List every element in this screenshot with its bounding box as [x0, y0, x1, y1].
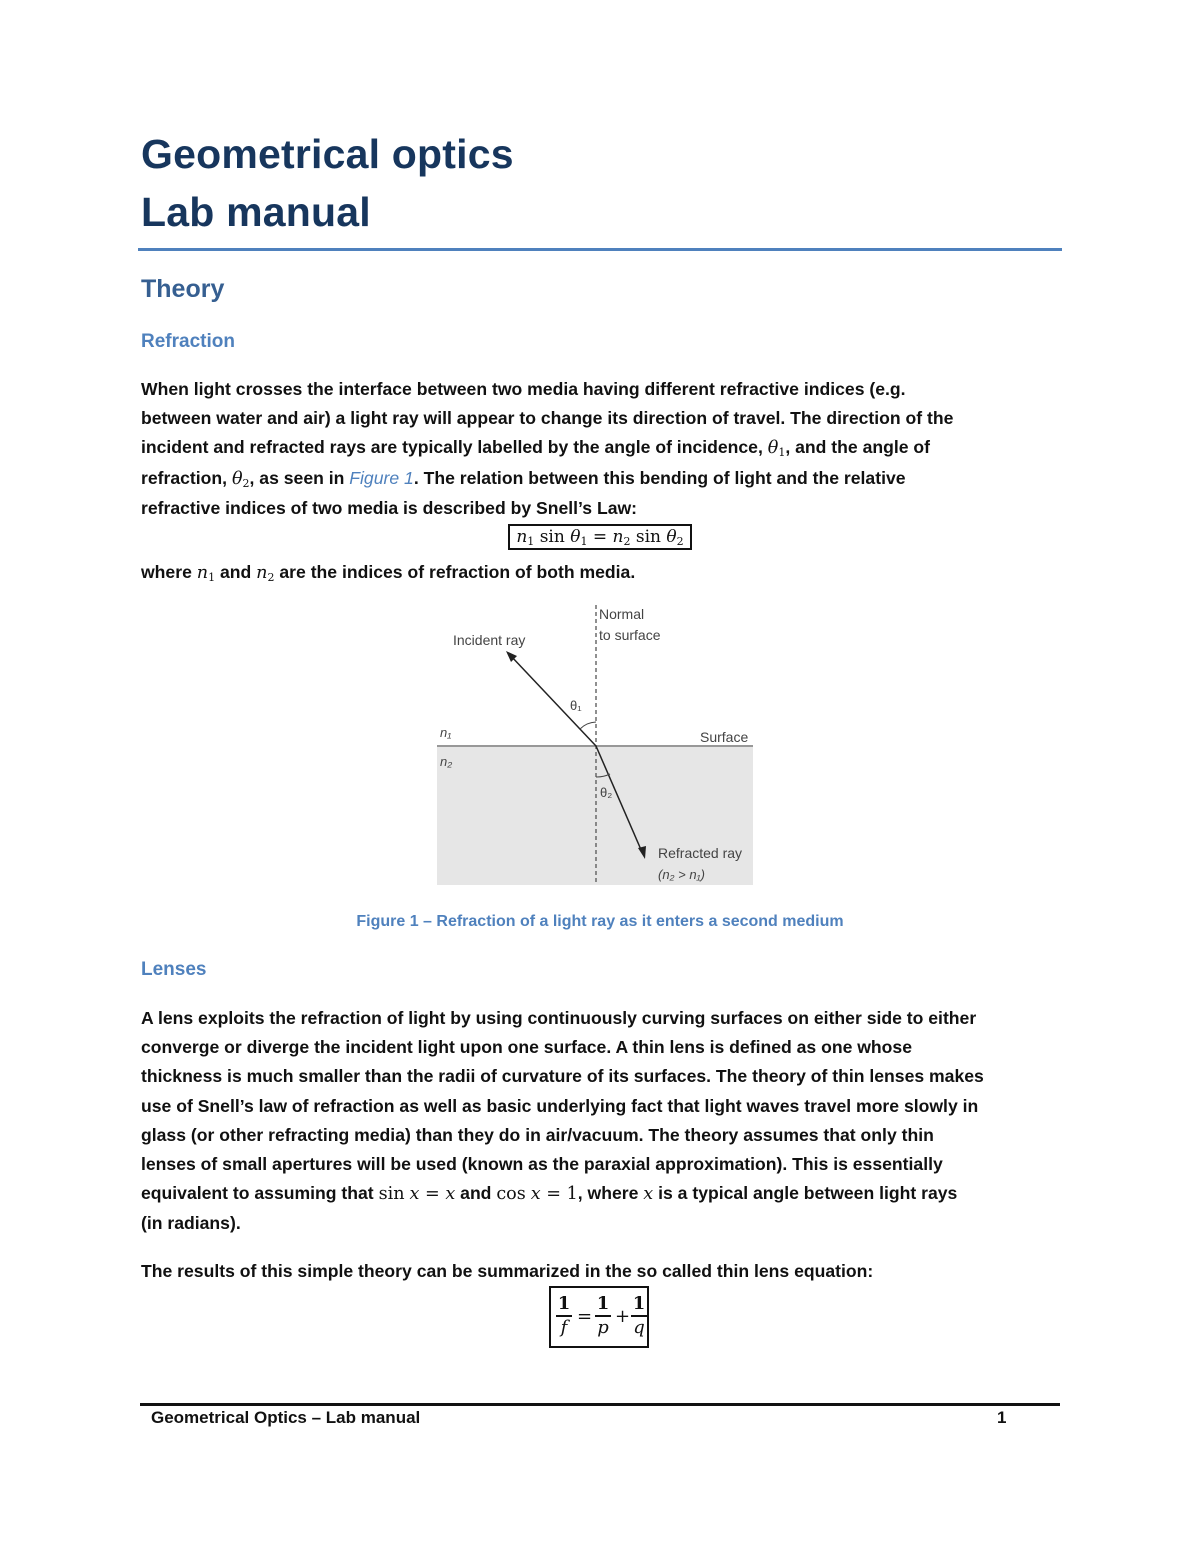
fraction-1-over-f	[556, 1293, 572, 1339]
paragraph-line: use of Snell’s law of refraction as well as basic underlying fact that light waves travel more slowly in	[141, 1095, 979, 1116]
subscript: 2	[267, 571, 275, 584]
equals-one: = 1	[540, 1184, 578, 1205]
paragraph-line: glass (or other refracting media) than they do in air/vacuum. The theory assumes that only thin	[141, 1124, 934, 1145]
surface-label: Surface	[700, 729, 749, 745]
incident-ray-label: Incident ray	[453, 632, 526, 648]
section-heading-theory: Theory	[141, 275, 225, 303]
subscript: 1	[527, 535, 535, 548]
refracted-ray-label: Refracted ray	[658, 845, 743, 861]
text-run: refraction,	[141, 467, 232, 488]
theta1-label: θ₁	[570, 698, 582, 713]
paragraph-line	[141, 433, 1071, 463]
refracted-condition-label: (n₂ > n₁)	[658, 867, 705, 882]
results-paragraph	[141, 1257, 1071, 1286]
denominator: f	[560, 1317, 568, 1338]
footer-divider	[140, 1403, 1060, 1406]
second-medium-region	[437, 747, 753, 885]
refraction-figure	[430, 600, 760, 890]
text-run: where	[141, 562, 197, 582]
eq-operator: sin	[539, 527, 565, 547]
paragraph-line: lenses of small apertures will be used (known as the paraxial approximation). This is essentially	[141, 1154, 943, 1175]
paragraph-line	[141, 464, 1071, 494]
numerator: 1	[596, 1293, 610, 1314]
paragraph-line: The results of this simple theory can be summarized in the so called thin lens equation:	[141, 1261, 874, 1281]
text-run: are the indices of refraction of both media.	[274, 562, 636, 582]
page-number: 1	[997, 1408, 1007, 1427]
text-run: . The relation between this bending of light and the relative	[413, 467, 906, 488]
n2-label: n₂	[440, 754, 453, 769]
document-title-line1: Geometrical optics	[141, 131, 514, 177]
subscript: 1	[580, 535, 588, 548]
paragraph-line: refractive indices of two media is described by Snell’s Law:	[141, 497, 638, 518]
footer-title: Geometrical Optics – Lab manual	[151, 1408, 421, 1427]
incident-ray	[510, 655, 596, 746]
paragraph-line: between water and air) a light ray will appear to change its direction of travel. The direction of the	[141, 408, 954, 429]
subscript: 2	[676, 535, 684, 548]
denominator: p	[597, 1317, 609, 1338]
equals-operator: =	[577, 1306, 593, 1327]
plus-operator: +	[615, 1306, 631, 1327]
text-run: equivalent to assuming that	[141, 1183, 379, 1204]
text-run: incident and refracted rays are typically labelled by the angle of incidence,	[141, 437, 768, 458]
theta-symbol: θ	[767, 438, 779, 459]
figure-1-link[interactable]: Figure 1	[349, 467, 414, 488]
subscript: 2	[623, 535, 631, 548]
x-symbol: x	[445, 1184, 456, 1205]
text-run: , where	[577, 1183, 644, 1204]
theta2-label: θ₂	[600, 785, 613, 800]
normal-label-line2: to surface	[599, 627, 661, 643]
fraction-1-over-q	[631, 1293, 647, 1339]
subscript: 2	[242, 476, 250, 490]
thin-lens-equation	[549, 1286, 649, 1348]
eq-operator: sin	[635, 527, 662, 547]
text-run: and	[455, 1183, 497, 1204]
text-run: , and the angle of	[785, 437, 931, 458]
paragraph-line: thickness is much smaller than the radii of curvature of its surfaces. The theory of thin lenses makes	[141, 1066, 984, 1087]
cos-operator: cos	[496, 1184, 526, 1205]
subsection-heading-refraction: Refraction	[141, 331, 235, 352]
where-line	[141, 558, 1071, 588]
snell-equation	[508, 524, 691, 550]
normal-label-line1: Normal	[599, 606, 645, 622]
paragraph-line: converge or diverge the incident light upon one surface. A thin lens is defined as one whose	[141, 1037, 912, 1058]
denominator: q	[633, 1317, 645, 1338]
document-title-line2: Lab manual	[141, 189, 371, 235]
snell-equation-row	[0, 527, 1200, 547]
subsection-heading-lenses: Lenses	[141, 959, 207, 980]
sin-operator: sin	[378, 1184, 405, 1205]
n1-label: n₁	[440, 725, 452, 740]
paragraph-line	[141, 1179, 1071, 1209]
eq-symbol: θ	[666, 527, 677, 547]
eq-symbol: n	[612, 527, 624, 547]
text-run: , as seen in	[249, 467, 350, 488]
n-symbol: n	[196, 563, 209, 583]
x-symbol: x	[409, 1184, 420, 1205]
eq-symbol: n	[516, 527, 528, 547]
figure-caption: Figure 1 – Refraction of a light ray as it enters a second medium	[356, 913, 844, 930]
theta1-arc	[580, 722, 596, 729]
paragraph-line: When light crosses the interface between two media having different refractive indices (e.g.	[141, 379, 906, 399]
subscript: 1	[208, 571, 216, 584]
equals-operator: =	[419, 1184, 446, 1205]
text-run: and	[215, 562, 257, 582]
refraction-paragraph	[141, 375, 1071, 523]
fraction-1-over-p	[595, 1293, 611, 1339]
theta-symbol: θ	[231, 468, 243, 489]
numerator: 1	[557, 1293, 571, 1314]
x-symbol: x	[530, 1184, 541, 1205]
subscript: 1	[778, 446, 786, 460]
paragraph-line: (in radians).	[141, 1213, 241, 1234]
text-run: is a typical angle between light rays	[653, 1183, 958, 1204]
eq-symbol: θ	[570, 527, 581, 547]
lenses-paragraph	[141, 1004, 1071, 1239]
eq-operator: =	[592, 527, 608, 547]
paragraph-line: A lens exploits the refraction of light by using continuously curving surfaces on either side to either	[141, 1008, 977, 1028]
numerator: 1	[632, 1293, 646, 1314]
paragraph-line	[141, 558, 1071, 588]
x-symbol: x	[643, 1184, 654, 1205]
title-divider	[138, 248, 1062, 251]
n-symbol: n	[256, 563, 268, 583]
